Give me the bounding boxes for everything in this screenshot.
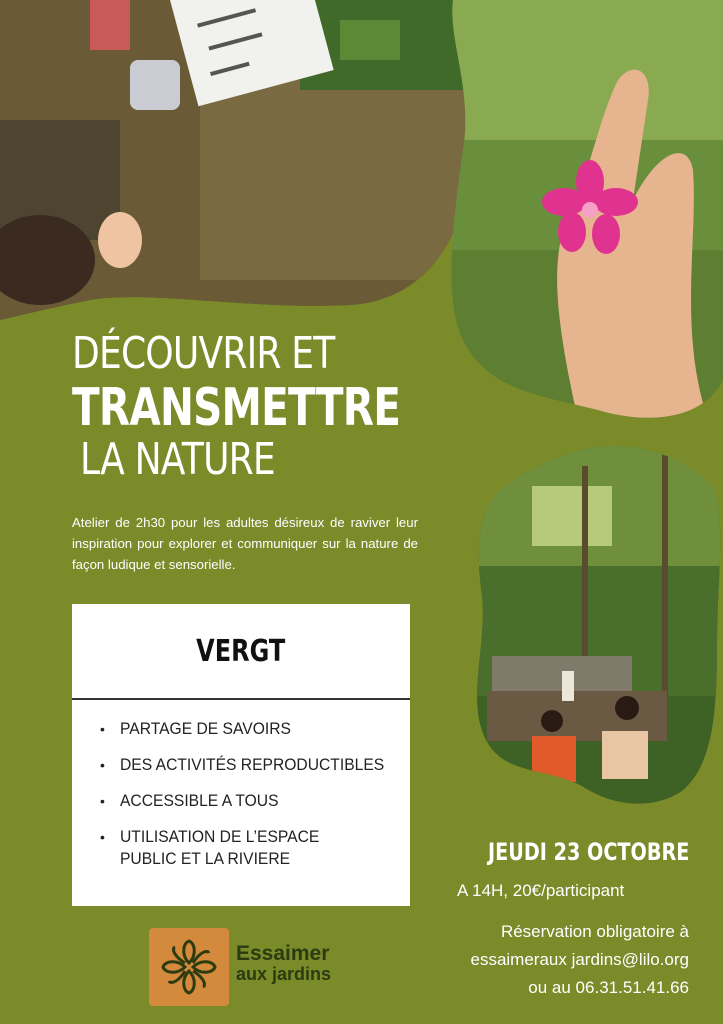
event-date: JEUDI 23 OCTOBRE — [488, 838, 690, 866]
main-title — [72, 328, 493, 485]
title-line-1: DÉCOUVRIR ET — [72, 328, 335, 379]
list-item: • UTILISATION DE L’ESPACE PUBLIC ET LA RIVIERE — [100, 827, 320, 868]
bullet-icon: • — [100, 757, 105, 773]
flower-logo-icon — [149, 928, 229, 1006]
event-time-price: A 14H, 20€/participant — [457, 881, 625, 900]
bullet-icon: • — [100, 793, 105, 809]
location-label: VERGT — [196, 633, 286, 669]
title-line-3: LA NATURE — [80, 434, 275, 485]
list-item: • ACCESSIBLE A TOUS — [100, 791, 279, 810]
card-header — [72, 604, 410, 700]
list-item: • PARTAGE DE SAVOIRS — [100, 719, 291, 738]
reservation-phone[interactable]: ou au 06.31.51.41.66 — [528, 978, 689, 997]
info-card — [72, 604, 410, 906]
brand-name — [236, 944, 331, 984]
brand-line-1: Essaimer — [236, 942, 330, 965]
brand-line-2: aux jardins — [236, 964, 332, 984]
list-item: • DES ACTIVITÉS REPRODUCTIBLES — [100, 755, 385, 774]
intro-text: Atelier de 2h30 pour les adultes désireux de raviver leur inspiration pour explorer et communiquer sur la nature de façon ludique et sensorielle. — [72, 515, 418, 572]
reservation-block — [470, 918, 689, 1002]
photo-forest-river — [472, 446, 723, 810]
bullet-icon: • — [100, 829, 105, 845]
bullet-icon: • — [100, 721, 105, 737]
feature-list — [72, 700, 410, 870]
reservation-email[interactable]: essaimeraux jardins@lilo.org — [470, 950, 689, 969]
reservation-label: Réservation obligatoire à — [500, 922, 689, 941]
photo-children-forest — [0, 0, 470, 320]
title-line-2: TRANSMETTRE — [72, 378, 401, 438]
